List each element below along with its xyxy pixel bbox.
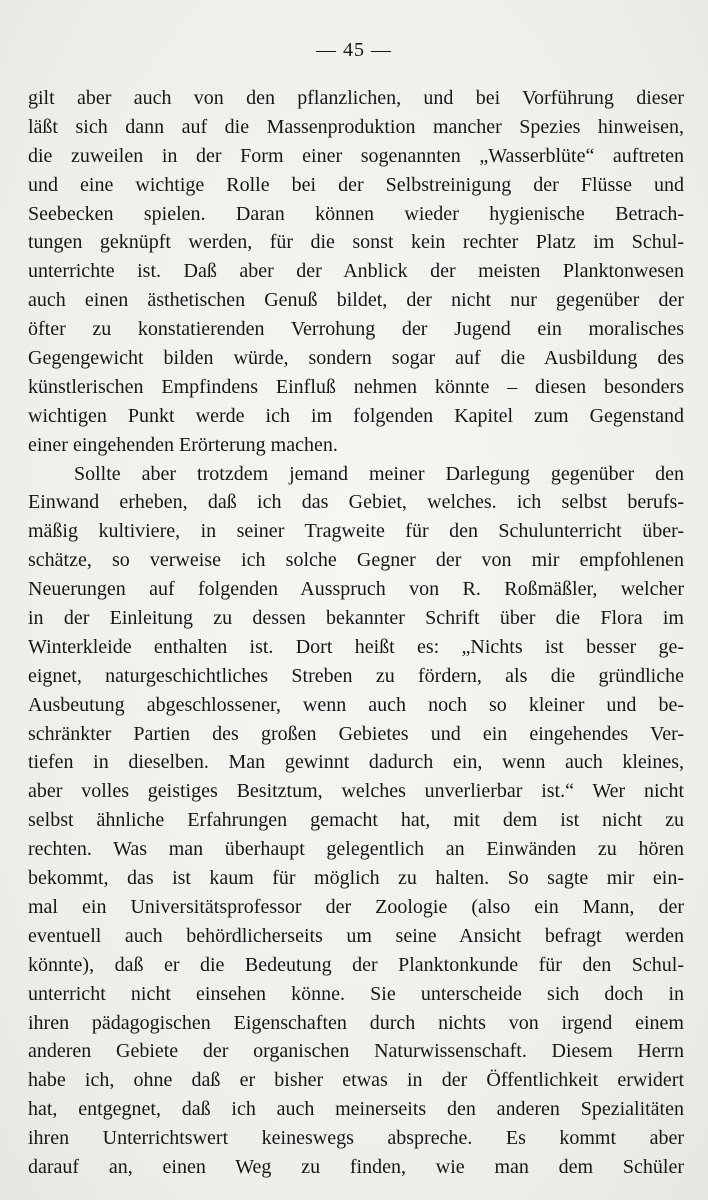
text-line: Gegengewicht bilden würde, sondern sogar auf die Ausbildung des	[28, 347, 684, 370]
text-line: und eine wichtige Rolle bei der Selbstreinigung der Flüsse und	[28, 173, 684, 196]
text-line: rechten. Was man überhaupt gelegentlich an Einwänden zu hören	[28, 838, 684, 861]
text-line: Seebecken spielen. Daran können wieder hygienische Betrach-	[28, 202, 684, 225]
text-line: tungen geknüpft werden, für die sonst kein rechter Platz im Schul-	[28, 231, 684, 254]
text-line: selbst ähnliche Erfahrungen gemacht hat, mit dem ist nicht zu	[28, 809, 684, 832]
text-line: Einwand erheben, daß ich das Gebiet, welches. ich selbst berufs-	[28, 491, 684, 514]
text-line: bekommt, das ist kaum für möglich zu halten. So sagte mir ein-	[28, 867, 684, 890]
text-line: wichtigen Punkt werde ich im folgenden Kapitel zum Gegenstand	[28, 404, 684, 427]
text-line: läßt sich dann auf die Massenproduktion mancher Spezies hinweisen,	[28, 115, 684, 138]
text-line: eignet, naturgeschichtliches Streben zu fördern, als die gründliche	[28, 664, 684, 687]
text-line: schätze, so verweise ich solche Gegner der von mir empfohlenen	[28, 549, 684, 572]
text-line: öfter zu konstatierenden Verrohung der Jugend ein moralisches	[28, 318, 684, 341]
text-line: ihren Unterrichtswert keineswegs abspreche. Es kommt aber	[28, 1127, 684, 1150]
text-line: in der Einleitung zu dessen bekannter Schrift über die Flora im	[28, 607, 684, 630]
text-line: ihren pädagogischen Eigenschaften durch nichts von irgend einem	[28, 1011, 684, 1034]
text-line: einer eingehenden Erörterung machen.	[28, 433, 338, 456]
text-line: tiefen in dieselben. Man gewinnt dadurch ein, wenn auch kleines,	[28, 751, 684, 774]
text-line: Sollte aber trotzdem jemand meiner Darlegung gegenüber den	[74, 462, 684, 485]
body-text	[28, 84, 684, 1182]
text-line: Winterkleide enthalten ist. Dort heißt es: „Nichts ist besser ge-	[28, 635, 684, 658]
text-line: darauf an, einen Weg zu finden, wie man dem Schüler	[28, 1155, 684, 1178]
page-number: — 45 —	[316, 39, 392, 61]
text-line: Neuerungen auf folgenden Ausspruch von R. Roßmäßler, welcher	[28, 578, 684, 601]
text-line: eventuell auch behördlicherseits um seine Ansicht befragt werden	[28, 924, 684, 947]
text-line: gilt aber auch von den pflanzlichen, und bei Vorführung dieser	[28, 87, 684, 109]
text-line: mäßig kultiviere, in seiner Tragweite für den Schulunterricht über-	[28, 520, 684, 543]
text-line: unterricht nicht einsehen könne. Sie unterscheide sich doch in	[28, 982, 684, 1005]
text-line: unterrichte ist. Daß aber der Anblick der meisten Planktonwesen	[28, 260, 684, 283]
text-line: mal ein Universitätsprofessor der Zoologie (also ein Mann, der	[28, 895, 684, 918]
text-line: anderen Gebiete der organischen Naturwissenschaft. Diesem Herrn	[28, 1040, 684, 1063]
text-line: hat, entgegnet, daß ich auch meinerseits den anderen Spezialitäten	[28, 1098, 684, 1121]
text-line: aber volles geistiges Besitztum, welches unverlierbar ist.“ Wer nicht	[28, 780, 684, 803]
text-line: könnte), daß er die Bedeutung der Planktonkunde für den Schul-	[28, 953, 684, 976]
text-line: künstlerischen Empfindens Einfluß nehmen könnte – diesen besonders	[28, 375, 684, 398]
text-line: die zuweilen in der Form einer sogenannten „Wasserblüte“ auftreten	[28, 144, 684, 167]
text-line: schränkter Partien des großen Gebietes und ein eingehendes Ver-	[28, 722, 684, 745]
text-line: auch einen ästhetischen Genuß bildet, der nicht nur gegenüber der	[28, 289, 684, 312]
text-line: Ausbeutung abgeschlossener, wenn auch noch so kleiner und be-	[28, 693, 684, 716]
text-line: habe ich, ohne daß er bisher etwas in der Öffentlichkeit erwidert	[28, 1069, 684, 1092]
